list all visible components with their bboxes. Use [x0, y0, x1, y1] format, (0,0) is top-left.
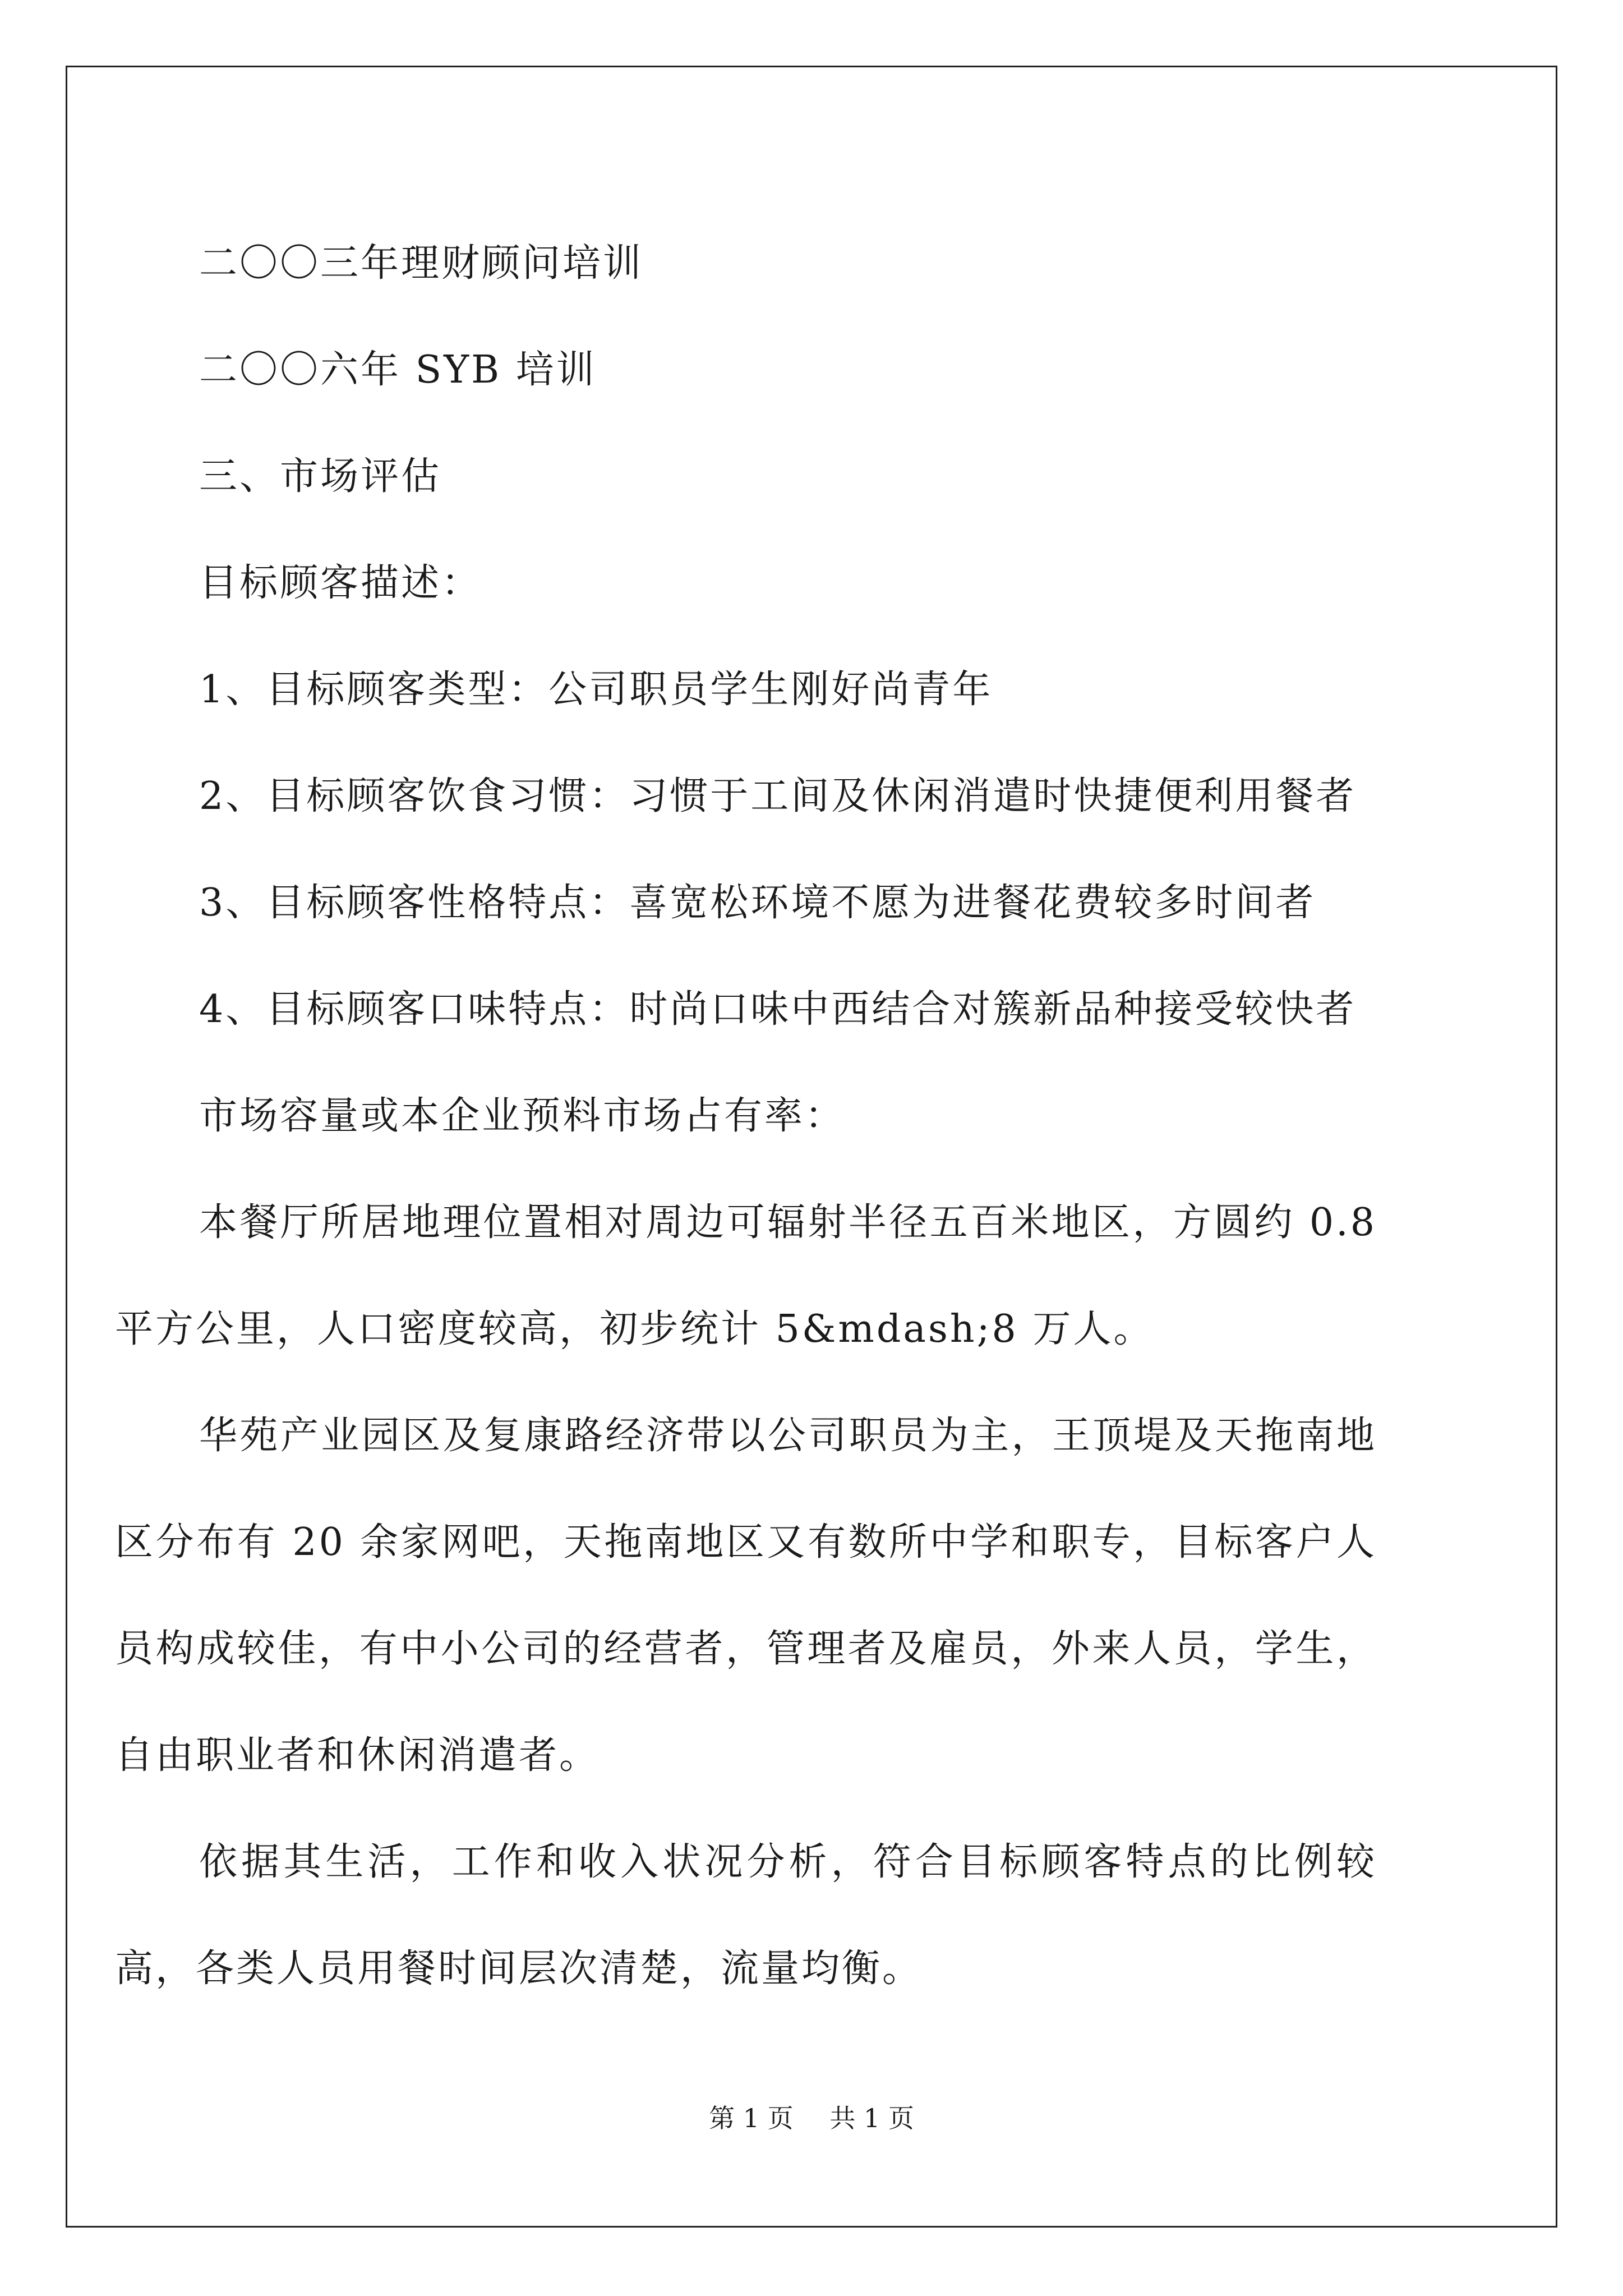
page-footer: [0, 2098, 1623, 2135]
paragraph-location: 本餐厅所居地理位置相对周边可辐射半径五百米地区，方圆约 0.8 平方公里，人口密度较高，初步统计 5&mdash;8 万人。: [115, 1200, 1377, 1351]
document-body: [115, 210, 1455, 2022]
paragraph-training-2003: 二〇〇三年理财顾问培训: [199, 241, 644, 286]
list-item-eating-habits: 2、目标顾客饮食习惯：习惯于工间及休闲消遣时快捷便利用餐者: [199, 774, 1357, 818]
paragraph-customer-composition: 华苑产业园区及复康路经济带以公司职员为主，王顶堤及天拖南地区分布有 20 余家网吧，天拖南地区又有数所中学和职专，目标客户人员构成较佳，有中小公司的经营者，管理者及雇员，外来人员，学生，自由职业者和休闲消遣者。: [115, 1414, 1377, 1778]
list-item-customer-type: 1、目标顾客类型：公司职员学生刚好尚青年: [199, 668, 993, 712]
section-heading-market-assessment: 三、市场评估: [199, 454, 442, 499]
paragraph-target-customer-heading: 目标顾客描述：: [199, 561, 482, 605]
paragraph-training-2006: 二〇〇六年 SYB 培训: [199, 348, 597, 392]
list-item-taste: 4、目标顾客口味特点：时尚口味中西结合对簇新品种接受较快者: [199, 987, 1357, 1032]
paragraph-analysis: 依据其生活，工作和收入状况分析，符合目标顾客特点的比例较高，各类人员用餐时间层次清楚，流量均衡。: [115, 1840, 1377, 1991]
page-number: 第 1 页: [709, 2103, 794, 2133]
paragraph-market-capacity-heading: 市场容量或本企业预料市场占有率：: [199, 1094, 846, 1138]
page-total: 共 1 页: [829, 2103, 914, 2133]
list-item-personality: 3、目标顾客性格特点：喜宽松环境不愿为进餐花费较多时间者: [199, 881, 1316, 925]
